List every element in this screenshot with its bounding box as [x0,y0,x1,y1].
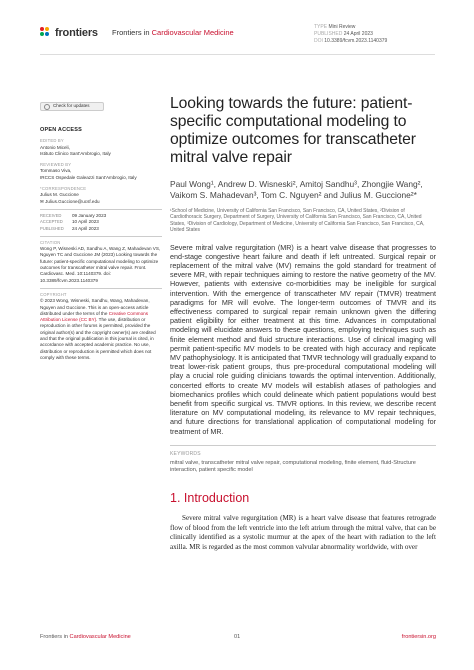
sidebar [40,102,162,361]
reviewed-by-affil: IRCCS Ospedale Galeazzi Sant'Ambrogio, Italy [40,174,137,180]
logo-text: frontiers [55,27,98,39]
affiliations: ¹School of Medicine, University of California San Francisco, San Francisco, CA, United States, ²Division of Cardiothoracic Surgery, Department of Surgery, University of California San Francisco, San Francisco, CA, United States, ³Division of Cardiology, Department of Medicine, University of California San Francisco, San Francisco, CA, United States [170,208,425,234]
update-icon [44,104,50,110]
citation-label: CITATION [40,239,61,245]
article-title: Looking towards the future: patient-specific computational modeling to optimize outcomes for transcatheter mitral valve repair [170,95,416,166]
accepted-date: 10 April 2023 [72,219,99,225]
check-updates-button[interactable]: Check for updates [40,102,104,111]
reviewed-by-label: REVIEWED BY [40,162,72,168]
abstract: Severe mitral valve regurgitation (MR) is a heart valve disease that progresses to end-stage congestive heart failure and death if left untreated. Surgical repair or replacement of the mitral valve (MV) remains the gold standard for treatment of severe MR, with repair techniques aiming to restore the native geometry of the MV. However, patients with extensive co-morbidities may be ineligible for surgical intervention. With the emergence of transcatheter MV repair (TMVR) treatment paradigms for MR will evolve. The longer-term outcomes of TMVR and its effectiveness compared to surgical repair remain unknown given the differing patient eligibility for either treatment at this time. Advances in computational modeling will elucidate answers to these questions, employing techniques such as finite element method and fluid structure interactions. Use of clinical imaging will permit patient-specific MV models to be created with high accuracy and replicate MV pathophysiology. It is anticipated that TMVR technology will gradually expand to treat lower-risk patient groups, thus pre-procedural computational modeling will play a crucial role guiding clinicians towards the optimal intervention. Additionally, concerted efforts to create MV models will establish atlases of pathologies and biomechanics profiles which could delineate which patient populations would best benefit from specific surgical vs. TMVR options. In this review, we describe recent literature on MV computational modeling, its relevance to MV repair techniques, and future directions for translational application of computational modeling for treatment of MR. [170,242,436,436]
section-heading-introduction: 1. Introduction [170,491,250,506]
article-meta: TYPE Mini Review PUBLISHED 24 April 2023 DOI 10.3389/fcvm.2023.1140379 [314,24,388,44]
article-type: Mini Review [328,24,356,30]
page-number: 01 [234,634,241,640]
article-dates: RECEIVED 09 January 2023 ACCEPTED 10 April 2023 PUBLISHED 24 April 2023 [40,213,162,232]
author-list: Paul Wong¹, Andrew D. Wisneski², Amitoj Sandhu³, Zhongjie Wang², Vaikom S. Mahadevan³, Tom C. Nguyen² and Julius M. Guccione²* [170,179,423,200]
sidebar-divider [40,209,162,210]
published-date: 24 April 2023 [343,31,373,37]
copyright-label: COPYRIGHT [40,291,67,297]
correspondence-email[interactable]: ✉ Julius.Guccione@ucsf.edu [40,198,100,204]
open-access-label: OPEN ACCESS [40,127,83,133]
keywords: mitral valve, transcatheter mitral valve repair, computational modeling, finite element, fluid-Structure interaction, patient specific model [170,459,416,474]
copyright-text: © 2023 Wong, Wisneski, Sandhu, Wang, Mahadevan, Nguyen and Guccione. This is an open-access article distributed under the terms of the Creative Commons Attribution License (CC BY). The use, distribution or reproduction in other forums is permitted, provided the original author(s) and the copyright owner(s) are credited and that the original publication in this journal is cited, in accordance with accepted academic practice. No use, distribution or reproduction is permitted which does not comply with these terms. [40,298,156,360]
edited-by-label: EDITED BY [40,138,64,144]
edited-by-affil: Istituto Clinico Sant'Ambrogio, Italy [40,150,111,156]
sidebar-divider [40,288,162,289]
keywords-label: KEYWORDS [170,450,201,457]
cc-by-license-link[interactable]: Creative Commons Attribution License (CC BY) [40,310,149,323]
sidebar-divider [40,236,162,237]
frontiers-logo[interactable] [40,27,98,39]
received-date: 09 January 2023 [72,212,107,218]
keywords-divider [170,445,436,446]
introduction-paragraph: Severe mitral valve regurgitation (MR) is a heart valve disease that features retrograde flow of blood from the left ventricle into the left atrium through the mitral valve, that can be clinically identified as a systolic murmur at the apex of the heart with radiation to the left axilla. MR is regarded as the most common valvular abnormality worldwide, with over [170,514,436,551]
correspondence-name: Julius M. Guccione [40,192,79,198]
edited-by-name: Antonio Miceli, [40,144,70,150]
reviewed-by-name: Tommaso Viva, [40,168,72,174]
correspondence-label: *CORRESPONDENCE [40,186,87,192]
page-header [40,24,440,48]
article-main [170,95,436,552]
published-date-sidebar: 24 April 2023 [72,225,99,231]
footer-journal: Frontiers in Cardiovascular Medicine [40,634,131,640]
doi: 10.3389/fcvm.2023.1140379 [324,38,388,44]
journal-title[interactable]: Frontiers in Cardiovascular Medicine [112,28,234,37]
header-divider [40,54,435,55]
citation-text: Wong P, Wisneski AD, Sandhu A, Wang Z, Mahadevan VS, Nguyen TC and Guccione JM (2023) Looking towards the future: patient-specific computational modeling to optimize outcomes for transcatheter mitral valve repair. Front. Cardiovasc. Med. 10:1140379. doi: 10.3389/fcvm.2023.1140379 [40,246,161,283]
footer-site-link[interactable]: frontiersin.org [401,634,436,640]
logo-dots-icon [40,27,52,39]
